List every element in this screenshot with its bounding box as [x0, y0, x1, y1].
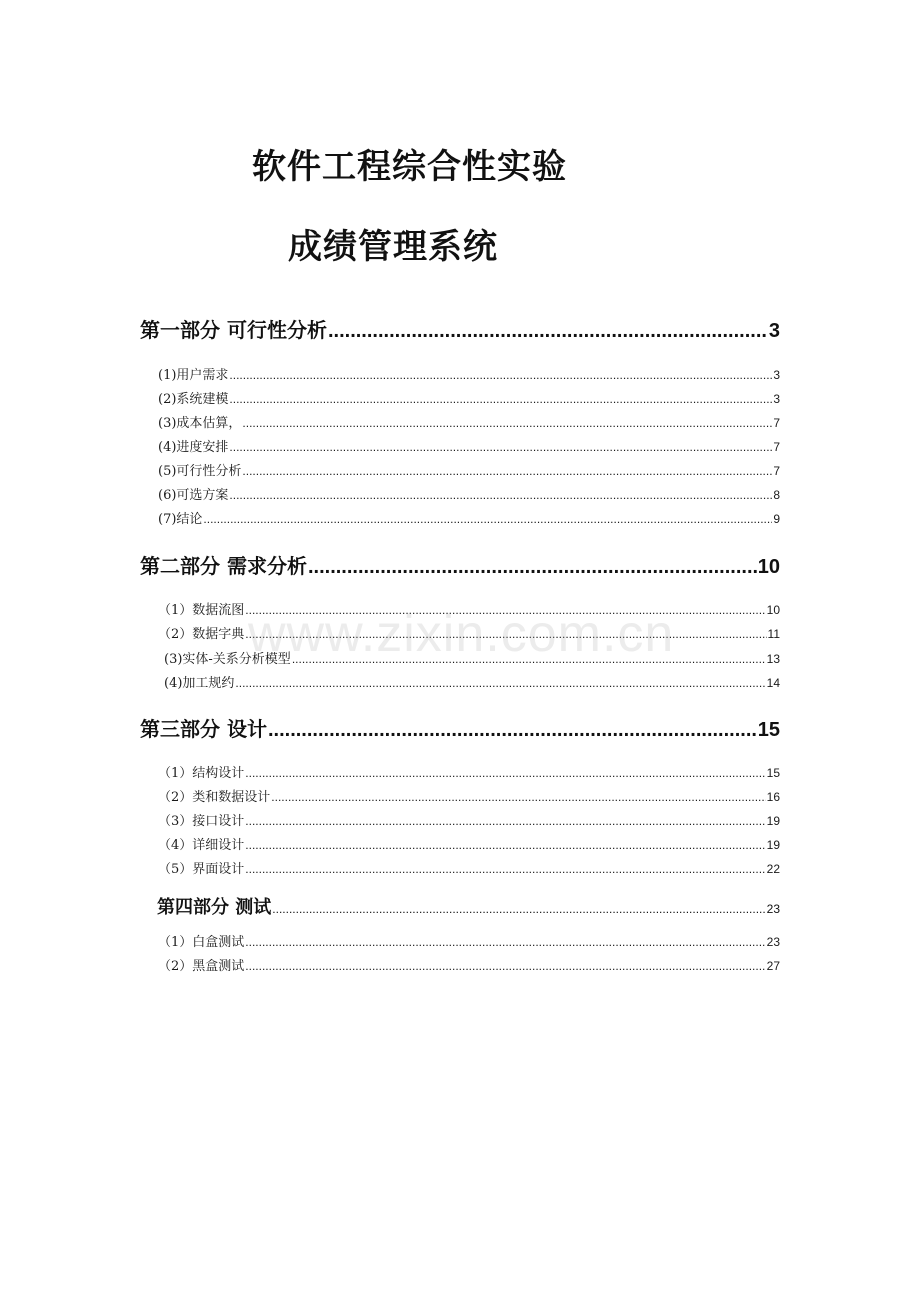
toc-item[interactable] [158, 484, 780, 502]
toc-leader-dots [272, 902, 765, 916]
toc-item-label: （1）结构设计 [158, 766, 245, 781]
toc-item-label: （2）黑盒测试 [158, 959, 245, 974]
toc-page-number: 23 [766, 935, 780, 949]
toc-page-number: 13 [766, 652, 780, 666]
toc-item[interactable] [158, 834, 780, 852]
toc-part-label: 第四部分 测试 [157, 897, 272, 918]
toc-part-2[interactable] [140, 550, 780, 578]
toc-item[interactable] [158, 412, 780, 430]
toc-page-number: 9 [773, 512, 780, 526]
toc-leader-dots [245, 935, 765, 949]
document-subtitle: 成绩管理系统 [288, 227, 498, 267]
toc-page-number: 15 [757, 719, 780, 741]
toc-page-number: 19 [766, 838, 780, 852]
toc-item[interactable] [164, 672, 780, 690]
toc-item-label: (4)加工规约 [164, 676, 235, 691]
toc-page-number: 3 [768, 320, 780, 342]
toc-item-label: (3)实体-关系分析模型 [164, 652, 291, 667]
toc-page-number: 22 [766, 862, 780, 876]
toc-item-label: (3)成本估算， [158, 416, 242, 431]
toc-item-label: (1)用户需求 [158, 368, 229, 383]
toc-item[interactable] [158, 762, 780, 780]
toc-leader-dots [271, 790, 765, 804]
toc-leader-dots [229, 392, 772, 406]
toc-item-label: (2)系统建模 [158, 392, 229, 407]
toc-item[interactable] [158, 858, 780, 876]
toc-page-number: 16 [766, 790, 780, 804]
toc-page-number: 10 [766, 603, 780, 617]
toc-item[interactable] [158, 955, 780, 973]
toc-item-label: （2）数据字典 [158, 627, 245, 642]
toc-leader-dots [245, 603, 765, 617]
toc-leader-dots [308, 556, 757, 579]
toc-page-number: 11 [767, 627, 780, 641]
toc-leader-dots [242, 464, 772, 478]
toc-page-number: 7 [773, 464, 780, 478]
toc-page-number: 8 [773, 488, 780, 502]
toc-leader-dots [245, 838, 765, 852]
toc-page-number: 10 [757, 556, 780, 578]
toc-item-label: (7)结论 [158, 512, 203, 527]
toc-leader-dots [245, 959, 765, 973]
toc-part-label: 第一部分 可行性分析 [140, 318, 327, 342]
document-title: 软件工程综合性实验 [252, 147, 567, 187]
toc-item[interactable] [158, 810, 780, 828]
toc-page-number: 23 [766, 902, 780, 916]
toc-item-label: （4）详细设计 [158, 838, 245, 853]
toc-leader-dots [229, 368, 772, 382]
toc-part-1[interactable] [140, 314, 780, 342]
toc-item[interactable] [158, 623, 780, 641]
toc-leader-dots [268, 719, 757, 742]
toc-part-4[interactable] [157, 893, 780, 919]
toc-page-number: 14 [766, 676, 780, 690]
toc-leader-dots [245, 766, 765, 780]
toc-item-label: （5）界面设计 [158, 862, 245, 877]
toc-leader-dots [245, 627, 766, 641]
toc-leader-dots [242, 416, 772, 430]
toc-item-label: （3）接口设计 [158, 814, 245, 829]
toc-page-number: 7 [773, 416, 780, 430]
toc-item-label: （1）白盒测试 [158, 935, 245, 950]
toc-page-number: 27 [766, 959, 780, 973]
toc-part-3[interactable] [140, 713, 780, 741]
toc-item-label: (4)进度安排 [158, 440, 229, 455]
watermark: www.zixin.com.cn [248, 605, 675, 663]
toc-item[interactable] [164, 648, 780, 666]
toc-leader-dots [245, 862, 765, 876]
toc-page-number: 19 [766, 814, 780, 828]
toc-item[interactable] [158, 388, 780, 406]
toc-item[interactable] [158, 436, 780, 454]
toc-item[interactable] [158, 599, 780, 617]
toc-leader-dots [229, 488, 772, 502]
toc-item-label: （1）数据流图 [158, 603, 245, 618]
toc-page-number: 7 [773, 440, 780, 454]
toc-item-label: (5)可行性分析 [158, 464, 242, 479]
toc-page-number: 3 [773, 368, 780, 382]
toc-item[interactable] [158, 508, 780, 526]
toc-leader-dots [292, 652, 766, 666]
toc-item-label: （2）类和数据设计 [158, 790, 271, 805]
toc-leader-dots [203, 512, 772, 526]
toc-part-label: 第三部分 设计 [140, 717, 267, 741]
toc-item[interactable] [158, 931, 780, 949]
toc-page-number: 15 [766, 766, 780, 780]
toc-leader-dots [235, 676, 765, 690]
toc-item-label: (6)可选方案 [158, 488, 229, 503]
toc-leader-dots [229, 440, 772, 454]
toc-item[interactable] [158, 786, 780, 804]
toc-item[interactable] [158, 460, 780, 478]
toc-leader-dots [245, 814, 765, 828]
toc-page-number: 3 [773, 392, 780, 406]
toc-part-label: 第二部分 需求分析 [140, 554, 307, 578]
toc-leader-dots [328, 320, 768, 343]
toc-item[interactable] [158, 364, 780, 382]
